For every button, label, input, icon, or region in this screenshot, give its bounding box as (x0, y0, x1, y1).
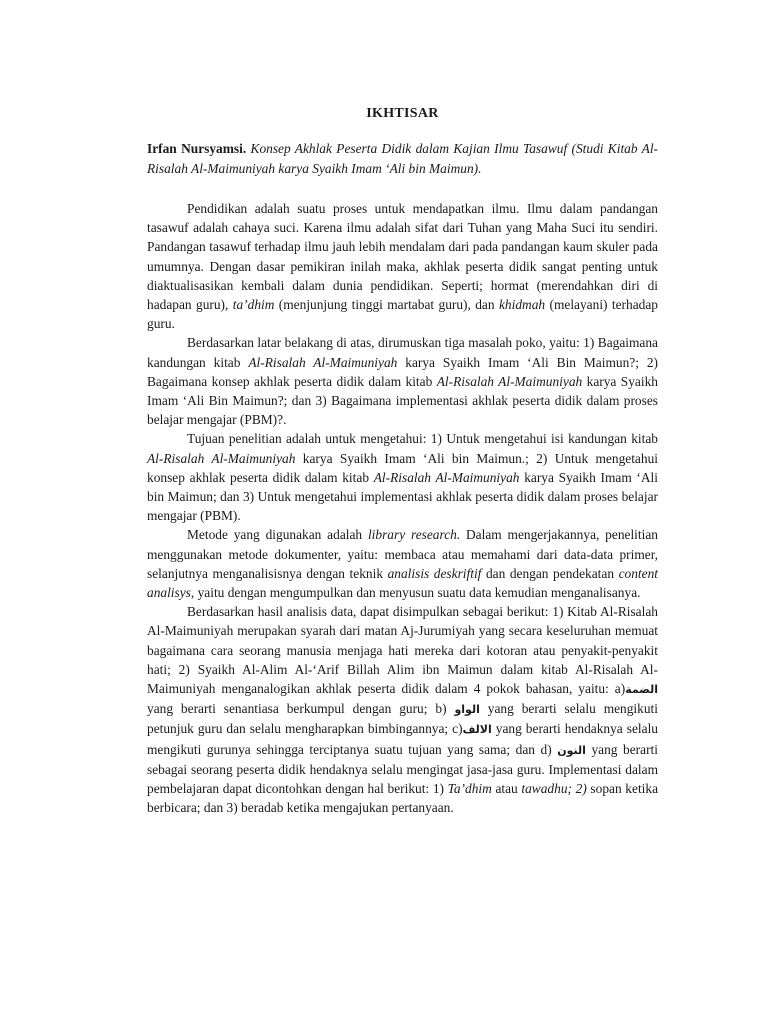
italic-term: Al-Risalah Al-Maimuniyah (373, 469, 520, 485)
text-run: yang berarti hendaknya selalu mengikuti gurunya sehingga terciptanya suatu tujuan yang sama; dan d) (147, 721, 658, 757)
citation-author: Irfan Nursyamsi. (147, 141, 247, 156)
paragraph-method (147, 525, 658, 602)
italic-term: khidmah (498, 297, 546, 313)
text-run: , yaitu dengan mengumpulkan dan menyusun suatu data kemudian menganalisanya. (190, 585, 641, 601)
paragraph-problems (147, 333, 658, 429)
text-run: dan dengan pendekatan (481, 565, 619, 581)
text-run: sopan ketika berbicara; dan 3) beradab ketika mengajukan pertanyaan. (147, 781, 659, 816)
italic-term: Ta’dhim (447, 781, 492, 797)
arabic-term: الواو (454, 703, 480, 717)
italic-term: library research. (367, 527, 461, 543)
text-run: Metode yang digunakan adalah (187, 527, 368, 543)
page-title: IKHTISAR (366, 106, 439, 121)
citation-work: Konsep Akhlak Peserta Didik dalam Kajian Ilmu Tasawuf (Studi Kitab Al-Risalah Al-Maimuniyah karya Syaikh Imam ‘Ali bin Maimun). (147, 141, 659, 176)
citation (147, 139, 658, 179)
paragraph-objectives (147, 429, 658, 525)
text-run: Pendidikan adalah suatu proses untuk mendapatkan ilmu. Ilmu dalam pandangan tasawuf adalah cahaya suci. Karena ilmu adalah sifat dari Tuhan yang Maha Suci itu sendiri. Pandangan tasawuf terhadap ilmu jauh lebih mendalam dari pada pandangan kaum skuler pada umumnya. Dengan dasar pemikiran inilah maka, akhlak peserta didik sangat penting untuk diaktualisasikan kembali dalam dunia pendidikan. Seperti; hormat (merendahkan diri di hadapan guru), (147, 201, 658, 313)
arabic-term: النون (557, 743, 586, 757)
text-run: yang berarti senantiasa berkumpul dengan guru; b) (147, 701, 455, 717)
arabic-term: الضمة (625, 683, 658, 697)
italic-term: tawadhu; 2) (521, 781, 587, 797)
text-run: Berdasarkan latar belakang di atas, dirumuskan tiga masalah poko, yaitu: 1) Bagaimana kandungan kitab (147, 335, 658, 370)
abstract-body (147, 199, 658, 818)
text-run: karya Syaikh Imam ‘Ali Bin Maimun?; 2) Bagaimana konsep akhlak peserta didik dalam kitab (147, 354, 658, 389)
text-run: karya Syaikh Imam ‘Ali bin Maimun; dan 3) Untuk mengetahui implementasi akhlak peserta didik dalam proses belajar mengajar (PBM). (147, 469, 658, 524)
paragraph-background (147, 199, 658, 333)
text-run: karya Syaikh Imam ‘Ali Bin Maimun?; dan 3) Bagaimana implementasi akhlak peserta didik dalam proses belajar mengajar (PBM)?. (147, 373, 658, 428)
arabic-term: الالف (462, 723, 492, 737)
text-run: Tujuan penelitian adalah untuk mengetahui: 1) Untuk mengetahui isi kandungan kitab (187, 431, 658, 447)
italic-term: Al-Risalah Al-Maimuniyah (248, 354, 398, 370)
italic-term: analisis deskriftif (387, 565, 482, 581)
text-run: Dalam mengerjakannya, penelitian menggunakan metode dokumenter, yaitu: membaca atau memahami dari data-data primer, selanjutnya menganalisisnya dengan teknik (147, 527, 658, 581)
text-run: atau (491, 781, 522, 797)
text-run: Berdasarkan hasil analisis data, dapat disimpulkan sebagai berikut: 1) Kitab Al-Risalah Al-Maimuniyah merupakan syarah dari matan Aj-Jurumiyah yang secara keseluruhan memuat bagaimana cara seorang manusia menjaga hati mereka dari kotoran atau penyakit-penyakit hati; 2) Syaikh Al-Alim Al-‘Arif Billah Alim ibn Maimun dalam kitab Al-Risalah Al-Maimuniyah menganalogikan akhlak peserta didik dalam 4 pokok bahasan, yaitu: a) (147, 604, 658, 697)
italic-term: Al-Risalah Al-Maimuniyah (436, 373, 583, 389)
text-run: yang berarti selalu mengikuti petunjuk guru dan selalu mengharapkan bimbingannya; c) (147, 701, 658, 737)
italic-term: content analisys (147, 565, 658, 601)
italic-term: ta’dhim (232, 297, 275, 313)
text-run: (menjunjung tinggi martabat guru), dan (274, 297, 499, 313)
text-run: karya Syaikh Imam ‘Ali bin Maimun.; 2) Untuk mengetahui konsep akhlak peserta didik dalam kitab (147, 450, 658, 485)
italic-term: Al-Risalah Al-Maimuniyah (147, 450, 296, 466)
text-run: yang berarti sebagai seorang peserta didik hendaknya selalu mengingat jasa-jasa guru. Implementasi dalam pembelajaran dapat dicontohkan dengan hal berikut: 1) (147, 741, 658, 797)
paragraph-conclusion (147, 602, 658, 817)
text-run: (melayani) terhadap guru. (147, 297, 658, 332)
